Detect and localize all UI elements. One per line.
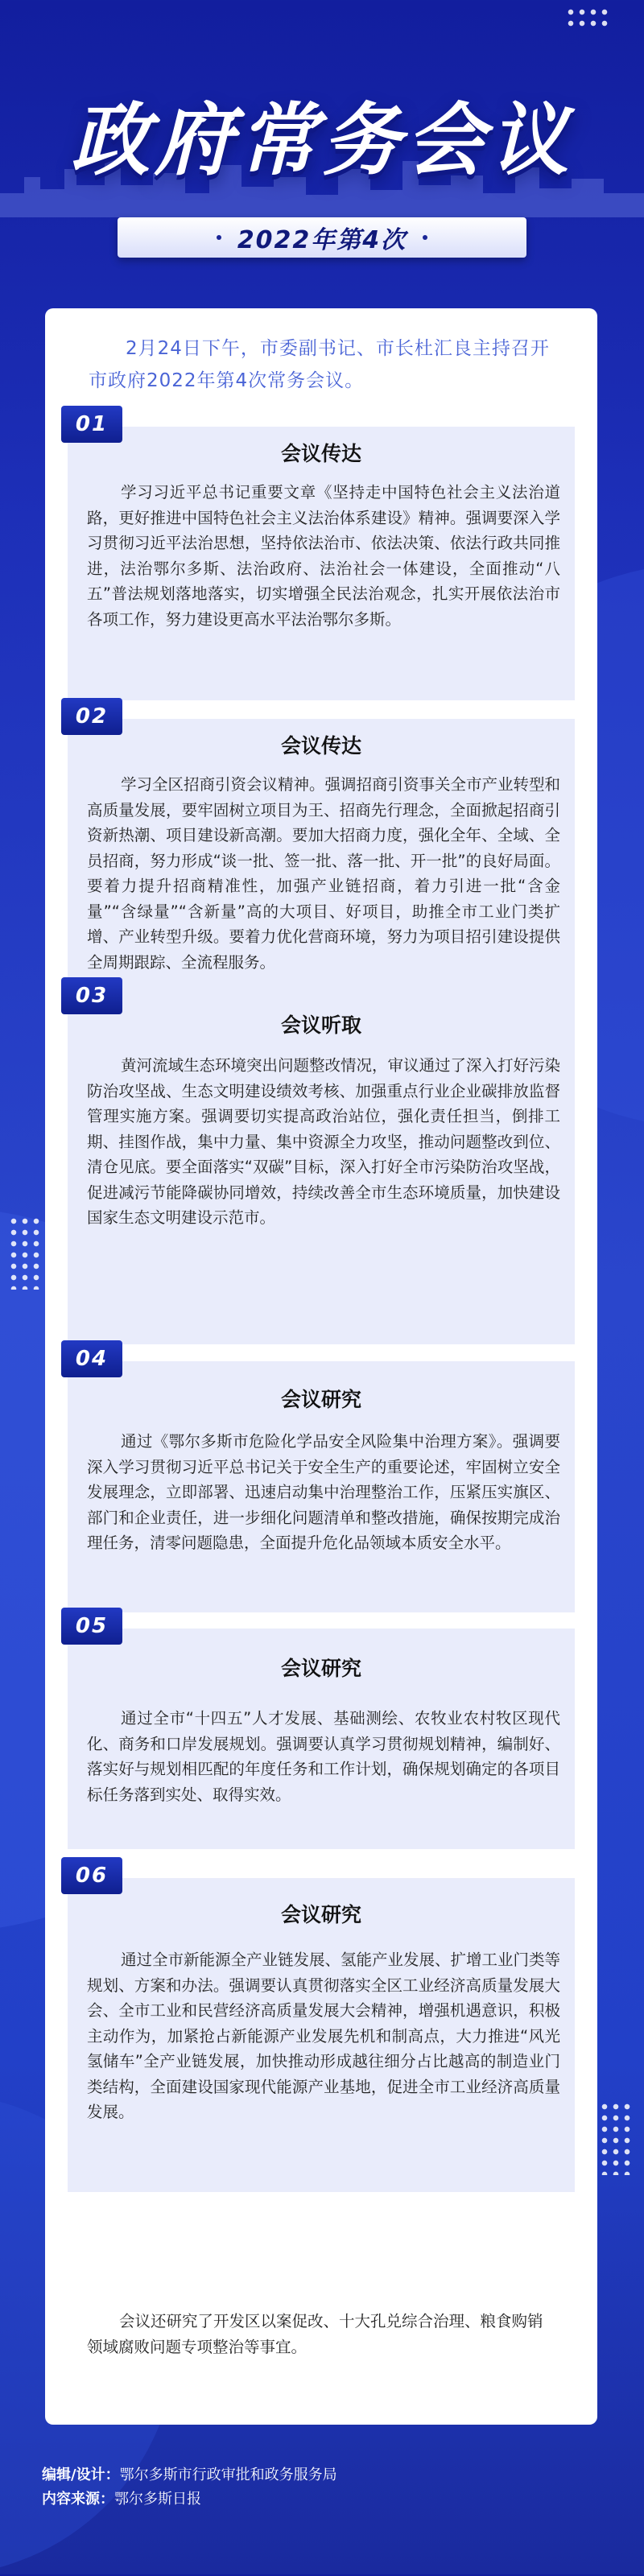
subtitle-banner [118,217,526,258]
section-number: 02 [75,704,109,729]
source-label: 内容来源： [42,2491,114,2508]
section-title: 会议传达 [280,442,361,465]
bullet-dot [423,235,427,240]
page-footer [42,2463,605,2512]
section-body: 通过《鄂尔多斯市危险化学品安全风险集中治理方案》。强调要深入学习贯彻习近平总书记关于安全生产的重要论述，牢固树立安全发展理念，立即部署、迅速启动集中治理整治工作，压紧压实旗区、部门和企业责任，进一步细化问题清单和整改措施，确保按期完成治理任务，清零问题隐患，全面提升危化品领域本质安全水平。 [87,1432,560,1552]
section-05 [68,1614,575,1849]
section-03 [68,984,575,1344]
section-number-tab [61,1608,122,1645]
section-body: 学习全区招商引资会议精神。强调招商引资事关全市产业转型和高质量发展，要牢固树立项目为王、招商先行理念，全面掀起招商引资新热潮、项目建设新高潮。要加大招商力度，强化全年、全域、全员招商，努力形成“谈一批、签一批、落一批、开一批”的良好局面。要着力提升招商精准性，加强产业链招商，着力引进一批“含金量”“含绿量”“含新量”高的大项目、好项目，助推全市工业门类扩增、产业转型升级。要着力优化营商环境，努力为项目招引建设提供全周期跟踪、全流程服务。 [87,775,561,972]
section-body: 黄河流域生态环境突出问题整改情况，审议通过了深入打好污染防治攻坚战、生态文明建设绩效考核、加强重点行业企业碳排放监督管理实施方案。强调要切实提高政治站位，强化责任担当，倒排工期、挂图作战，集中力量、集中资源全力攻坚，推动问题整改到位、清仓见底。要全面落实“双碳”目标，深入打好全市污染防治攻坚战，促进减污节能降碳协同增效，持续改善全市生态环境质量，加快建设国家生态文明建设示范市。 [87,1056,561,1227]
section-01 [68,412,575,700]
section-number: 03 [75,984,109,1008]
section-title: 会议研究 [280,1903,361,1926]
section-body: 通过全市“十四五”人才发展、基础测绘、农牧业农村牧区现代化、商务和口岸发展规划。强调要认真学习贯彻规划精神，编制好、落实好与规划相匹配的年度任务和工作计划，确保规划确定的各项目标任务落到实处、取得实效。 [87,1709,560,1804]
section-number: 01 [75,412,109,436]
closing-paragraph: 会议还研究了开发区以案促改、十大孔兑综合治理、粮食购销领域腐败问题专项整治等事宜。 [87,2312,543,2356]
editor-label: 编辑/设计： [42,2467,120,2483]
section-number-tab [61,1340,122,1377]
source-value: 鄂尔多斯日报 [114,2491,201,2508]
bullet-dot [217,235,221,240]
section-number: 04 [75,1347,109,1371]
page-header [0,0,644,266]
content-card [45,308,597,2425]
section-number: 06 [75,1864,109,1888]
section-title: 会议听取 [280,1013,361,1037]
dot-pattern [8,1216,43,1290]
section-title: 会议研究 [280,1657,361,1680]
section-body: 学习习近平总书记重要文章《坚持走中国特色社会主义法治道路，更好推进中国特色社会主义法治体系建设》精神。强调要深入学习贯彻习近平法治思想，坚持依法治市、依法决策、依法行政共同推进，法治鄂尔多斯、法治政府、法治社会一体建设，全面推动“八五”普法规划落地落实，切实增强全民法治观念，扎实开展依法治市各项工作，努力建设更高水平法治鄂尔多斯。 [87,483,560,629]
section-body: 通过全市新能源全产业链发展、氢能产业发展、扩增工业门类等规划、方案和办法。强调要认真贯彻落实全区工业经济高质量发展大会、全市工业和民营经济高质量发展大会精神，增强机遇意识，积极主动作为，加紧抢占新能源产业发展先机和制高点，大力推进“风光氢储车”全产业链发展，加快推动形成越往细分占比越高的制造业门类结构，全面建设国家现代能源产业基地，促进全市工业经济高质量发展。 [87,1951,561,2121]
editor-credit [42,2463,605,2487]
section-number-tab [61,1857,122,1894]
section-title: 会议研究 [280,1388,361,1411]
section-04 [68,1347,575,1612]
section-06 [68,1864,575,2192]
editor-value: 鄂尔多斯市行政审批和政务服务局 [119,2467,337,2483]
intro-paragraph: 2月24日下午，市委副书记、市长杜汇良主持召开市政府2022年第4次常务会议。 [89,338,550,391]
page-title: 政府常务会议 [70,94,573,187]
meeting-number: 2022年第4次 [237,226,407,254]
dot-pattern [599,2101,634,2175]
section-title: 会议传达 [280,734,361,758]
section-number: 05 [75,1614,109,1638]
source-credit [42,2487,605,2512]
